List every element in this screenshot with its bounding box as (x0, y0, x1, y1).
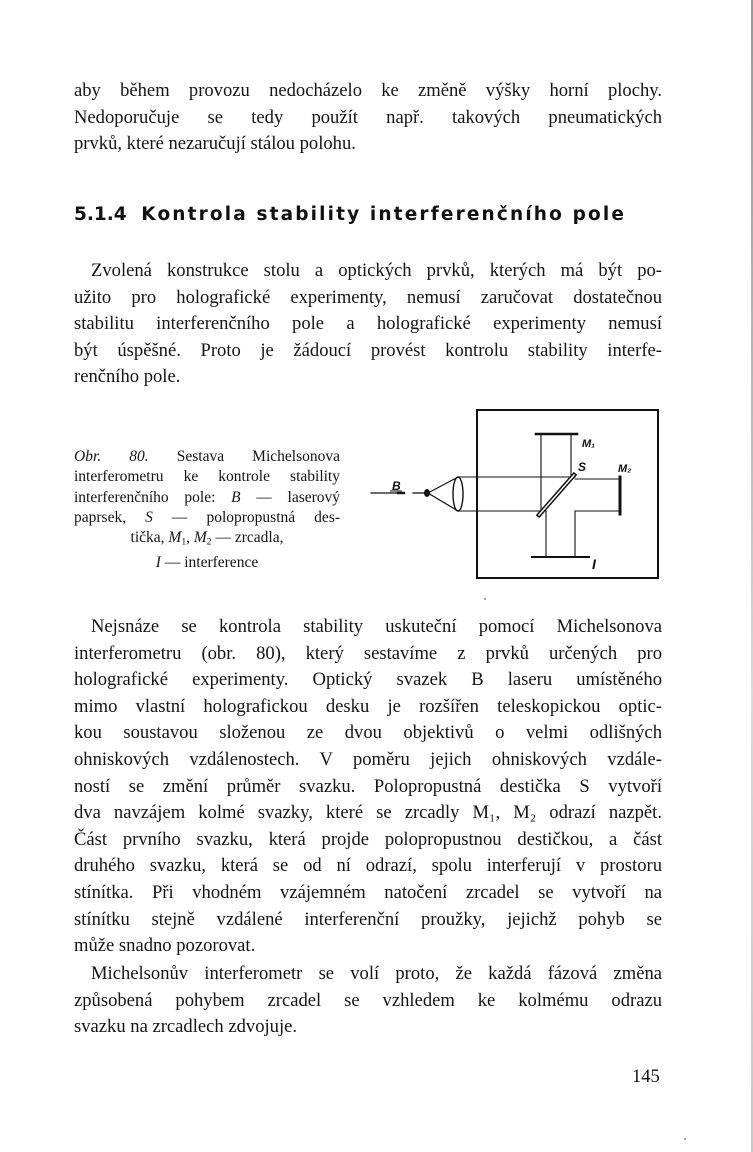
figure-number: 80. (129, 448, 149, 465)
symbol-mirror1: M (168, 529, 182, 547)
text-line: stínítku stejně vzdálené interferenční proužky, jejichž pohyb se (74, 908, 662, 930)
caption-line: I — interference (155, 553, 259, 571)
text-line: může snadno pozorovat. (74, 935, 256, 957)
text-line: Část prvního svazku, která projde polopropustnou destičkou, a část (74, 828, 662, 850)
label-mirror2: M₂ (618, 463, 632, 475)
label-interference: I (592, 556, 596, 572)
collimating-lens (453, 477, 463, 511)
caption-line: interferometru ke kontrole stability (74, 468, 340, 486)
text-line: být úspěšné. Proto je žádoucí provést kontrolu stability interfe- (74, 339, 662, 361)
label-mirror1: M₁ (582, 438, 596, 450)
text-line: Nejsnáze se kontrola stability uskuteční pomocí Michelsonova (91, 616, 662, 637)
caption-line: Obr. 80. Sestava Michelsonova (74, 448, 341, 465)
symbol-splitter: S (145, 508, 153, 526)
text-line: interferometru (obr. 80), který sestavíme z prvků určených pro (74, 642, 662, 664)
text-line: kou soustavou složenou ze dvou objektivů o velmi odlišných (74, 722, 662, 744)
symbol-beam: B (231, 488, 241, 506)
text-line: svazku na zrcadlech zdvojuje. (74, 1016, 298, 1038)
paragraph-intro (74, 258, 662, 391)
beam-splitter (539, 475, 574, 515)
text-line: renčního pole. (74, 366, 181, 388)
scan-speck (684, 1138, 686, 1140)
page-number: 145 (632, 1067, 660, 1087)
text-line: aby během provozu nedocházelo ke změně výšky horní plochy. (74, 80, 662, 101)
figure-caption (74, 447, 340, 573)
caption-line: tička, $M_1$, $M_2$ — zrcadla, (130, 529, 284, 548)
text-line: Nedoporučuje se tedy použít např. takových pneumatických (74, 106, 662, 128)
symbol-mirror2: M (193, 529, 207, 547)
text-line: stínítka. Při vhodném vzájemném natočení zrcadel se vytvoří na (74, 881, 662, 903)
label-beam: B (392, 479, 401, 493)
text-line: holografické experimenty. Optický svazek B laseru umístěného (74, 669, 662, 691)
text-line: ohniskových vzdálenostech. V poměru jejich ohniskových vzdále- (74, 748, 662, 770)
text-line: mimo vlastní holografickou desku je rozšířen teleskopickou optic- (74, 695, 662, 717)
text-line: prvků, které nezaručují stálou polohu. (74, 133, 356, 155)
caption-line: interferenčního pole: B — laserový (74, 488, 341, 506)
text-line: druhého svazku, která se od ní odrazí, spolu interferují v prostoru (74, 855, 662, 877)
text-line: Michelsonův interferometr se volí proto, že každá fázová změna (91, 963, 662, 984)
section-number: 5.1.4 (74, 204, 127, 225)
text-line: způsobená pohybem zrcadel se vzhledem ke kolmému odrazu (74, 989, 662, 1011)
symbol-interference: I (155, 553, 161, 571)
section-heading (74, 204, 674, 225)
text-line: užito pro holografické experimenty, nemusí zaručovat dostatečnou (74, 286, 662, 308)
michelson-interferometer-diagram (360, 400, 670, 590)
text-line: dva navzájem kolmé svazky, které se zrcadly M₁, M₂ odrazí nazpět. (74, 802, 662, 824)
scan-speck (484, 598, 486, 600)
label-splitter: S (578, 460, 587, 474)
caption-line: paprsek, S — polopropustná des- (74, 508, 341, 526)
figure-label: Obr. (74, 448, 102, 465)
paragraph-continued (74, 78, 662, 158)
paragraph-michelson (74, 614, 662, 960)
text-line: ností se změní průměr svazku. Polopropustná destička S vytvoří (74, 775, 662, 797)
paragraph-conclusion (74, 961, 662, 1041)
section-title: Kontrola stability interferenčního pole (141, 204, 627, 225)
text-line: stabilitu interferenčního pole a holografické experimenty nemusí (74, 313, 662, 335)
text-line: Zvolená konstrukce stolu a optických prvků, kterých má být po- (91, 260, 662, 281)
